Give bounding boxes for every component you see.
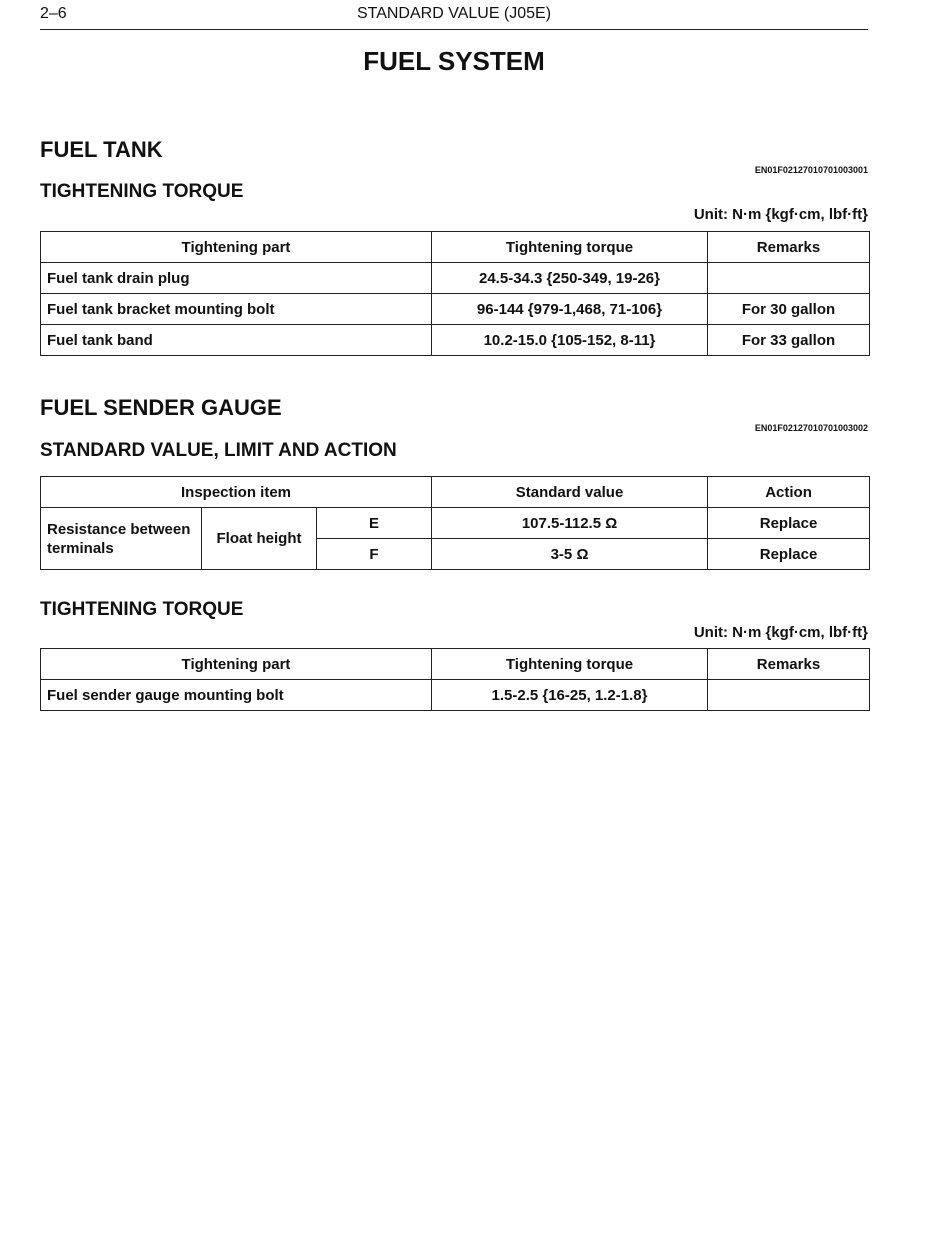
table-row	[41, 325, 870, 356]
column-header: Remarks	[708, 232, 870, 263]
inspection-sub-item: Float height	[202, 508, 317, 570]
tightening-torque: 1.5-2.5 {16-25, 1.2-1.8}	[432, 680, 708, 711]
fuel-sender-heading: FUEL SENDER GAUGE	[40, 395, 282, 420]
table-row	[41, 263, 870, 294]
page-number: 2–6	[40, 5, 67, 22]
fuel-sender-code: EN01F02127010701003002	[754, 423, 868, 433]
column-header: Standard value	[432, 477, 708, 508]
table-header-row	[41, 477, 870, 508]
fuel-tank-unit: Unit: N·m {kgf·cm, lbf·ft}	[693, 206, 868, 223]
column-header: Tightening torque	[432, 649, 708, 680]
fuel-sender-unit: Unit: N·m {kgf·cm, lbf·ft}	[693, 624, 868, 641]
table-row	[41, 680, 870, 711]
fuel-tank-code: EN01F02127010701003001	[754, 165, 868, 175]
fuel-tank-torque-heading: TIGHTENING TORQUE	[40, 181, 244, 202]
page-header	[40, 0, 868, 30]
column-header: Action	[708, 477, 870, 508]
float-position: F	[317, 539, 432, 570]
tightening-torque: 10.2-15.0 {105-152, 8-11}	[432, 325, 708, 356]
page	[40, 0, 868, 704]
tightening-part: Fuel sender gauge mounting bolt	[41, 680, 432, 711]
table-row	[41, 508, 870, 539]
table-row	[41, 294, 870, 325]
fuel-tank-torque-table	[40, 231, 870, 356]
standard-value: 3-5 Ω	[432, 539, 708, 570]
header-title: STANDARD VALUE (J05E)	[356, 5, 552, 22]
column-header: Tightening part	[41, 649, 432, 680]
fuel-tank-heading: FUEL TANK	[40, 137, 163, 162]
remarks: For 30 gallon	[708, 294, 870, 325]
float-position: E	[317, 508, 432, 539]
column-header: Inspection item	[41, 477, 432, 508]
fuel-sender-standard-table	[40, 476, 870, 570]
fuel-sender-standard-heading: STANDARD VALUE, LIMIT AND ACTION	[40, 440, 397, 461]
inspection-item: Resistance between terminals	[41, 508, 202, 570]
remarks	[708, 263, 870, 294]
action: Replace	[708, 539, 870, 570]
standard-value: 107.5-112.5 Ω	[432, 508, 708, 539]
page-title: FUEL SYSTEM	[363, 46, 545, 76]
remarks	[708, 680, 870, 711]
fuel-sender-torque-table	[40, 648, 870, 711]
column-header: Tightening torque	[432, 232, 708, 263]
tightening-part: Fuel tank bracket mounting bolt	[41, 294, 432, 325]
table-header-row	[41, 232, 870, 263]
table-header-row	[41, 649, 870, 680]
fuel-sender-torque-heading: TIGHTENING TORQUE	[40, 599, 244, 620]
tightening-torque: 96-144 {979-1,468, 71-106}	[432, 294, 708, 325]
tightening-part: Fuel tank band	[41, 325, 432, 356]
tightening-part: Fuel tank drain plug	[41, 263, 432, 294]
remarks: For 33 gallon	[708, 325, 870, 356]
tightening-torque: 24.5-34.3 {250-349, 19-26}	[432, 263, 708, 294]
action: Replace	[708, 508, 870, 539]
column-header: Remarks	[708, 649, 870, 680]
column-header: Tightening part	[41, 232, 432, 263]
